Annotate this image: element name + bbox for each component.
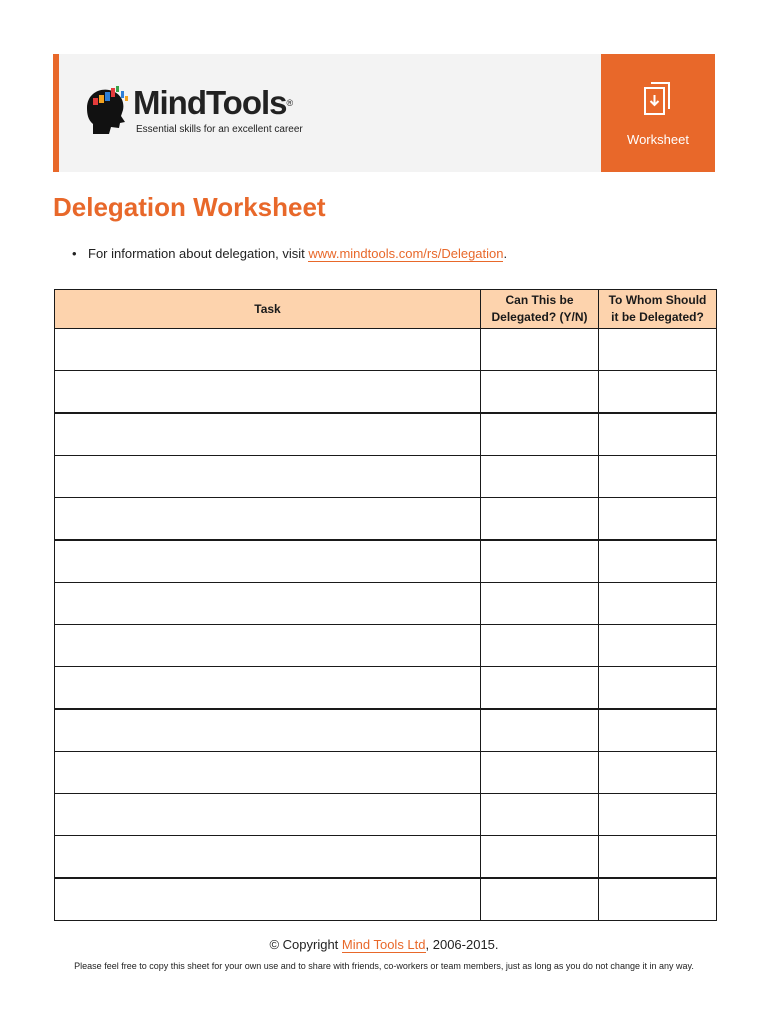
delegable-cell[interactable] — [481, 794, 599, 836]
bullet: • — [72, 246, 77, 261]
task-cell[interactable] — [55, 540, 481, 583]
whom-cell[interactable] — [599, 498, 717, 541]
table-body — [55, 329, 717, 921]
whom-cell[interactable] — [599, 625, 717, 667]
logo-wordmark — [133, 85, 292, 121]
document-download-icon — [639, 80, 677, 118]
task-cell[interactable] — [55, 836, 481, 879]
table-row — [55, 583, 717, 625]
task-cell[interactable] — [55, 878, 481, 921]
whom-cell[interactable] — [599, 540, 717, 583]
whom-cell[interactable] — [599, 583, 717, 625]
delegable-cell[interactable] — [481, 413, 599, 456]
task-cell[interactable] — [55, 752, 481, 794]
task-cell[interactable] — [55, 498, 481, 541]
delegable-column-header: Can This be Delegated? (Y/N) — [481, 290, 599, 329]
table-row — [55, 794, 717, 836]
task-column-header: Task — [55, 290, 481, 329]
task-cell[interactable] — [55, 413, 481, 456]
task-cell[interactable] — [55, 667, 481, 710]
task-cell[interactable] — [55, 456, 481, 498]
info-suffix: . — [503, 246, 508, 261]
logo-name-text: MindTools — [133, 84, 287, 121]
delegable-cell[interactable] — [481, 878, 599, 921]
table-row — [55, 752, 717, 794]
whom-cell[interactable] — [599, 836, 717, 879]
table-row — [55, 413, 717, 456]
table-row — [55, 329, 717, 371]
whom-cell[interactable] — [599, 794, 717, 836]
table-row — [55, 625, 717, 667]
copyright-suffix: , 2006-2015. — [425, 937, 499, 952]
delegable-cell[interactable] — [481, 625, 599, 667]
delegable-cell[interactable] — [481, 540, 599, 583]
task-cell[interactable] — [55, 794, 481, 836]
whom-column-header: To Whom Should it be Delegated? — [599, 290, 717, 329]
whom-cell[interactable] — [599, 878, 717, 921]
info-line — [72, 246, 507, 261]
whom-cell[interactable] — [599, 371, 717, 414]
task-cell[interactable] — [55, 329, 481, 371]
table-row — [55, 836, 717, 879]
copyright-line — [0, 937, 768, 952]
delegable-cell[interactable] — [481, 583, 599, 625]
delegable-cell[interactable] — [481, 836, 599, 879]
info-prefix: For information about delegation, visit — [88, 246, 309, 261]
task-cell[interactable] — [55, 625, 481, 667]
header-accent-bar — [53, 54, 59, 172]
copyright-prefix: © Copyright — [269, 937, 342, 952]
whom-cell[interactable] — [599, 329, 717, 371]
delegable-cell[interactable] — [481, 456, 599, 498]
whom-cell[interactable] — [599, 709, 717, 752]
whom-cell[interactable] — [599, 456, 717, 498]
mindtools-logo[interactable] — [81, 80, 301, 140]
delegable-cell[interactable] — [481, 329, 599, 371]
head-silhouette-icon — [81, 86, 131, 134]
task-cell[interactable] — [55, 583, 481, 625]
delegable-cell[interactable] — [481, 709, 599, 752]
whom-cell[interactable] — [599, 667, 717, 710]
whom-cell[interactable] — [599, 752, 717, 794]
table-header-row — [55, 290, 717, 329]
delegable-cell[interactable] — [481, 371, 599, 414]
table-row — [55, 878, 717, 921]
delegation-link[interactable]: www.mindtools.com/rs/Delegation — [308, 246, 504, 261]
table-row — [55, 498, 717, 541]
table-row — [55, 709, 717, 752]
page-title: Delegation Worksheet — [53, 192, 326, 222]
table-row — [55, 456, 717, 498]
worksheet-label: Worksheet — [627, 132, 689, 147]
delegation-table — [54, 289, 717, 921]
table-row — [55, 540, 717, 583]
logo-tagline: Essential skills for an excellent career — [136, 124, 303, 135]
task-cell[interactable] — [55, 709, 481, 752]
company-link[interactable]: Mind Tools Ltd — [341, 937, 426, 952]
worksheet-badge — [601, 54, 715, 172]
delegable-cell[interactable] — [481, 498, 599, 541]
table-row — [55, 371, 717, 414]
delegable-cell[interactable] — [481, 752, 599, 794]
usage-note: Please feel free to copy this sheet for your own use and to share with friends, co-workers or team members, just as long as you do not change it in any way. — [74, 961, 694, 971]
delegable-cell[interactable] — [481, 667, 599, 710]
task-cell[interactable] — [55, 371, 481, 414]
whom-cell[interactable] — [599, 413, 717, 456]
table-row — [55, 667, 717, 710]
registered-mark: ® — [286, 98, 293, 108]
